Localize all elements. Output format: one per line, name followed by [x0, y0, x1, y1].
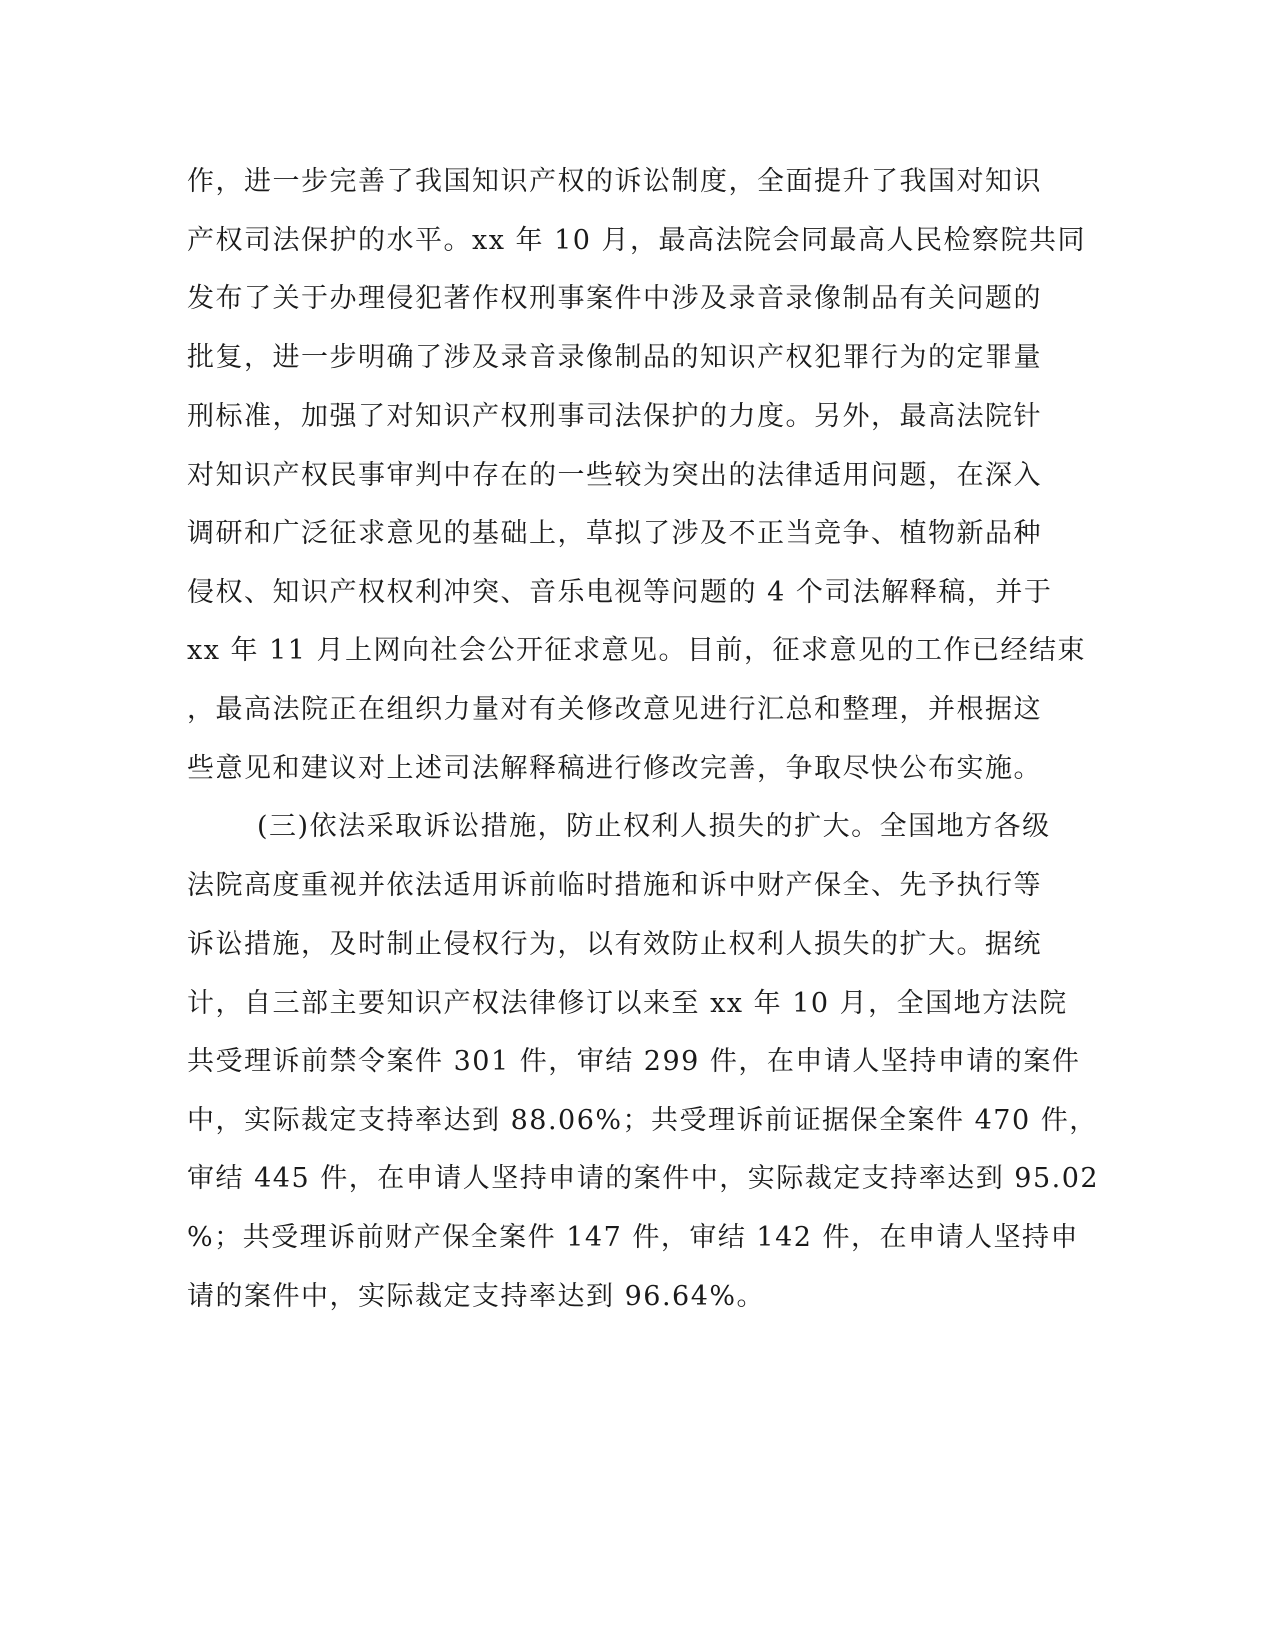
paragraph-1-line-10: ，最高法院正在组织力量对有关修改意见进行汇总和整理，并根据这 — [187, 694, 1042, 725]
paragraph-1-line-6: 对知识产权民事审判中存在的一些较为突出的法律适用问题，在深入 — [187, 460, 1042, 491]
paragraph-2-line-8: %；共受理诉前财产保全案件 147 件，审结 142 件，在申请人坚持申 — [187, 1222, 1080, 1253]
paragraph-2-line-4: 计，自三部主要知识产权法律修订以来至 xx 年 10 月，全国地方法院 — [187, 988, 1068, 1019]
paragraph-2-line-3: 诉讼措施，及时制止侵权行为，以有效防止权利人损失的扩大。据统 — [187, 929, 1042, 960]
paragraph-1-line-1: 作，进一步完善了我国知识产权的诉讼制度，全面提升了我国对知识 — [187, 166, 1042, 197]
paragraph-2-line-2: 法院高度重视并依法适用诉前临时措施和诉中财产保全、先予执行等 — [187, 870, 1042, 901]
paragraph-1-line-2: 产权司法保护的水平。xx 年 10 月，最高法院会同最高人民检察院共同 — [187, 225, 1087, 256]
paragraph-2-line-5: 共受理诉前禁令案件 301 件，审结 299 件，在申请人坚持申请的案件 — [187, 1046, 1081, 1077]
paragraph-1-line-5: 刑标准，加强了对知识产权刑事司法保护的力度。另外，最高法院针 — [187, 401, 1042, 432]
paragraph-2-line-6: 中，实际裁定支持率达到 88.06%；共受理诉前证据保全案件 470 件， — [187, 1105, 1098, 1136]
paragraph-1-line-11: 些意见和建议对上述司法解释稿进行修改完善，争取尽快公布实施。 — [187, 753, 1042, 784]
paragraph-2-line-7: 审结 445 件，在申请人坚持申请的案件中，实际裁定支持率达到 95.02 — [187, 1163, 1100, 1194]
paragraph-1-line-8: 侵权、知识产权权利冲突、音乐电视等问题的 4 个司法解释稿，并于 — [187, 577, 1053, 608]
paragraph-1-line-9: xx 年 11 月上网向社会公开征求意见。目前，征求意见的工作已经结束 — [187, 635, 1087, 666]
paragraph-1-line-7: 调研和广泛征求意见的基础上，草拟了涉及不正当竞争、植物新品种 — [187, 518, 1042, 549]
paragraph-1-line-4: 批复，进一步明确了涉及录音录像制品的知识产权犯罪行为的定罪量 — [187, 342, 1042, 373]
paragraph-2-line-9: 请的案件中，实际裁定支持率达到 96.64%。 — [187, 1281, 766, 1312]
paragraph-2-line-1: (三)依法采取诉讼措施，防止权利人损失的扩大。全国地方各级 — [257, 811, 1051, 842]
paragraph-1-line-3: 发布了关于办理侵犯著作权刑事案件中涉及录音录像制品有关问题的 — [187, 283, 1042, 314]
